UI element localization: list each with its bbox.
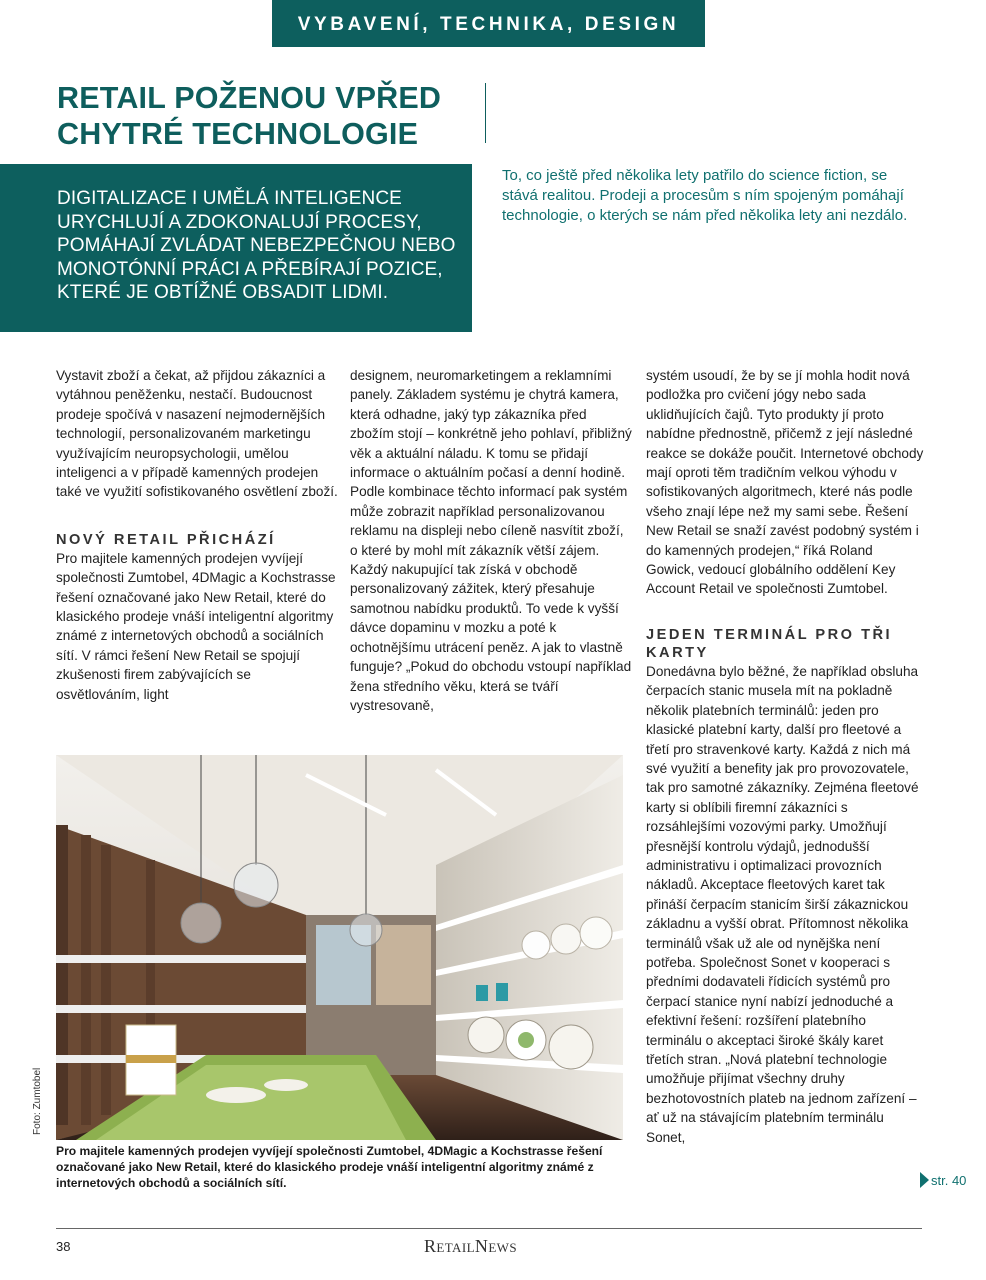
article-column-2	[350, 366, 632, 715]
continuation-label: str. 40	[931, 1172, 967, 1188]
article-paragraph: Donedávna bylo běžné, že například obsluha čerpacích stanic musela mít na pokladně několik platebních terminálů: jeden pro klasické platební karty, další pro fleetové a třetí pro stravenkové karty. Každá z nich má své využití a benefity jak pro provozovatele, tak pro samotné zákazníky. Zejména fleetové karty si oblíbili firemní zákazníci s rozsáhlejšími vozovými parky. Umožňují přesnější kontrolu výdajů, jednodušší administrativu i optimalizaci provozních nákladů. Akceptace fleetových karet tak přináší čerpacím stanicím širší zákaznickou základnu a vyšší obrat. Přítomnost několika terminálů však už ale od nynějška není potřeba. Společnost Sonet v kooperaci s předními dodavateli řídicích systémů pro čerpací stanice nyní nabízí jednoduché a efektivní řešení: rozšíření platebního terminálu o akceptaci široké škály karet třetích stran. „Nová platební technologie umožňuje přijímat všechny druhy bezhotovostních plateb na jednom zařízení – ať už na stávajícím platebním terminálu Sonet,	[646, 663, 919, 1145]
article-paragraph: Vystavit zboží a čekat, až přijdou zákazníci a vytáhnou peněženku, nestačí. Budoucnost prodeje spočívá v nasazení nejmodernějších technologií, personalizovaném marketingu využívajícím neuropsychologii, umělou inteligenci a v případě kamenných prodejen také ve využití sofistikovaného osvětlení zboží.	[56, 368, 338, 500]
headline-line-1: RETAIL POŽENOU VPŘED	[57, 81, 442, 115]
store-photo	[56, 755, 623, 1140]
photo-caption: Pro majitele kamenných prodejen vyvíjejí společnosti Zumtobel, 4DMagic a Kochstrasse řešení označované jako New Retail, které do klasického prodeje vnáší inteligentní algoritmy známé z internetových obchodů a sociálních sítí.	[56, 1144, 603, 1190]
store-interior-illustration	[56, 755, 623, 1140]
triangle-arrow-icon	[920, 1172, 929, 1188]
logo-initial-r: R	[424, 1236, 437, 1256]
logo-ews: EWS	[488, 1240, 517, 1255]
section-tag: VYBAVENÍ, TECHNIKA, DESIGN	[272, 0, 705, 47]
photo-credit: Foto: Zumtobel	[32, 1067, 43, 1135]
subheading-novy-retail: NOVÝ RETAIL PŘICHÁZÍ	[56, 531, 276, 548]
logo-etail: ETAIL	[436, 1240, 475, 1255]
publication-logo	[424, 1236, 517, 1257]
continuation-link[interactable]	[920, 1172, 966, 1188]
logo-initial-n: N	[474, 1236, 489, 1256]
lede-text: DIGITALIZACE I UMĚLÁ INTELIGENCE URYCHLUJÍ A ZDOKONALUJÍ PROCESY, POMÁHAJÍ ZVLÁDAT NEBEZPEČNOU NEBO MONOTÓNNÍ PRÁCI A PŘEBÍRAJÍ POZICE, KTERÉ JE OBTÍŽNÉ OBSADIT LIDMI.	[57, 188, 456, 303]
article-paragraph: designem, neuromarketingem a reklamními panely. Základem systému je chytrá kamera, která odhadne, jaký typ zákazníka před zbožím stojí – konkrétně jeho pohlaví, přibližný věk a aktuální náladu. K tomu se přidají informace o aktuálním počasí a denní hodině. Podle kombinace těchto informací pak systém může zobrazit například personalizovanou reklamu na displeji nebo cíleně nasvítit zboží, o které by mohl mít zákazník větší zájem. Každý nakupující tak získá v obchodě personalizovaný zážitek, který přesahuje samotnou nabídku produktů. To vede k vyšší dávce dopaminu v mozku a poté k ochotnějšímu utrácení peněz. A jak to vlastně funguje? „Pokud do obchodu vstoupí například žena středního věku, která se tváří vystresovaně,	[350, 368, 632, 713]
footer-divider	[56, 1228, 922, 1229]
intro-text: To, co ještě před několika lety patřilo do science fiction, se stává realitou. Prodeji a procesům s ním spojeným pomáhají technologie, o kterých se nám před několika lety ani nezdálo.	[502, 167, 908, 224]
article-paragraph: systém usoudí, že by se jí mohla hodit nová podložka pro cvičení jógy nebo sada uklidňujících čajů. Tyto produkty jí proto nabídne přednostně, přičemž z její následné reakce se dokáže poučit. Internetové obchody mají oproti těm tradičním velkou výhodu v sofistikovaných algoritmech, které nás podle všeho znají lépe než my sami sebe. Řešení New Retail se snaží zavést podobný systém i do kamenných prodejen,“ říká Roland Gowick, vedoucí globálního oddělení Key Account Retail ve společnosti Zumtobel.	[646, 368, 924, 597]
headline-divider	[485, 83, 486, 143]
page-number: 38	[56, 1239, 71, 1254]
article-column-1	[56, 366, 338, 704]
article-column-3	[646, 366, 924, 1147]
subheading-jeden-terminal: JEDEN TERMINÁL PRO TŘI KARTY	[646, 626, 893, 661]
article-paragraph: Pro majitele kamenných prodejen vyvíjejí společnosti Zumtobel, 4DMagic a Kochstrasse řešení označované jako New Retail, které do klasického prodeje vnáší inteligentní algoritmy známé z internetových obchodů a sociálních sítí. V rámci řešení New Retail se spojují zkušenosti firem zabývajících se osvětlováním, light	[56, 550, 336, 702]
lede-box	[0, 164, 472, 332]
headline	[57, 80, 477, 152]
headline-line-2: CHYTRÉ TECHNOLOGIE	[57, 117, 419, 151]
